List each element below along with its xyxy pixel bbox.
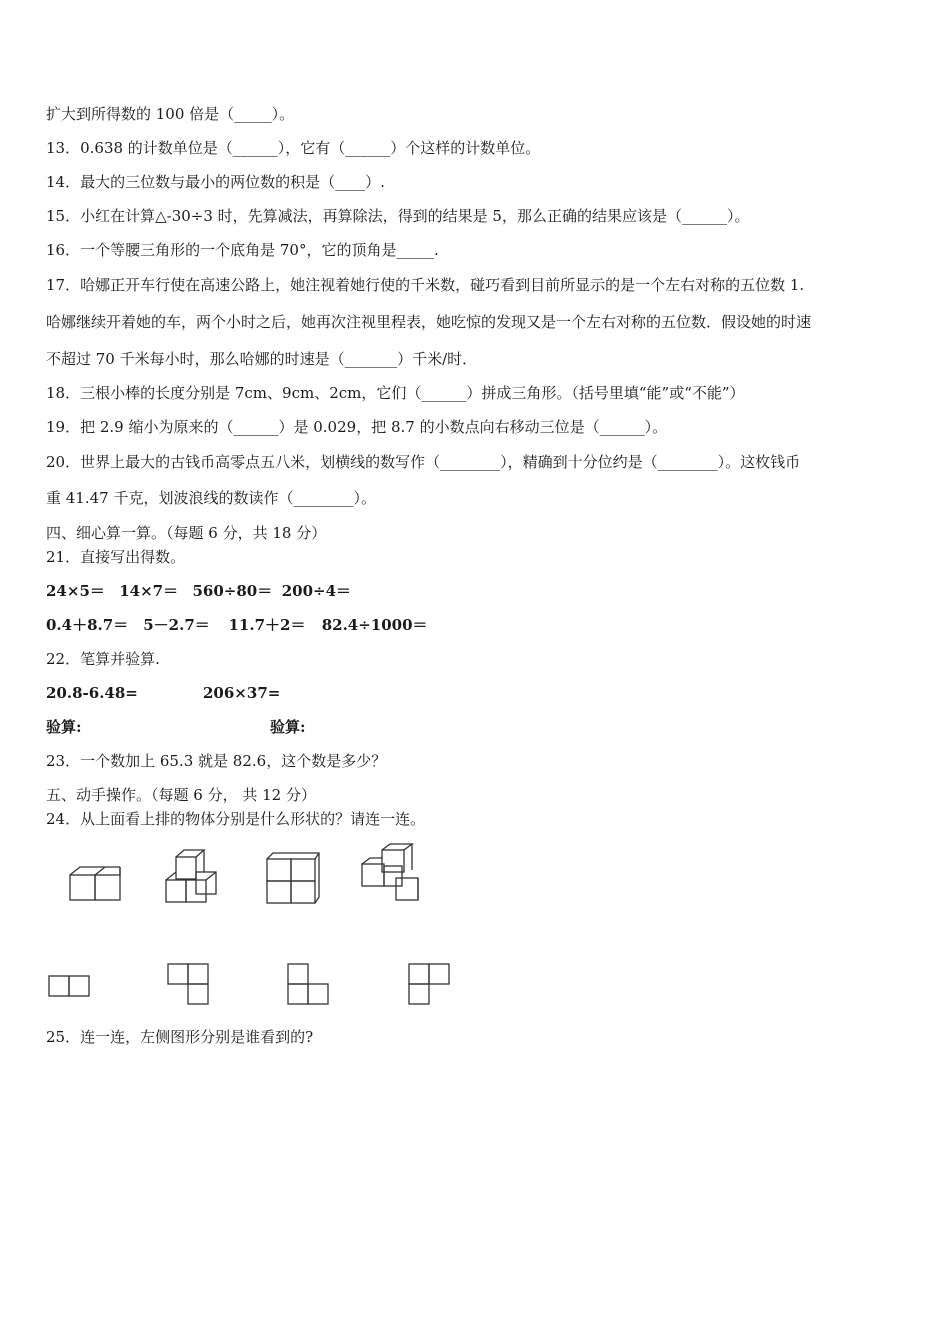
calc-item: 0.4＋8.7＝ <box>46 616 129 634</box>
question-16: 16．一个等腰三角形的一个底角是 70°，它的顶角是_____. <box>46 241 439 259</box>
calc-item: 560÷80＝ <box>192 582 273 600</box>
calc-item: 11.7＋2＝ <box>228 616 306 634</box>
question-24: 24．从上面看上排的物体分别是什么形状的？请连一连。 <box>46 810 426 828</box>
question-15: 15．小红在计算△-30÷3 时，先算减法，再算除法，得到的结果是 5，那么正确的结果应该是（______）。 <box>46 207 750 225</box>
question-20-line-1: 20．世界上最大的古钱币高零点五八米，划横线的数写作（________），精确到十分位约是（________）。这枚钱币 <box>46 453 801 471</box>
check-label-1: 验算: <box>46 718 82 736</box>
question-21: 21．直接写出得数。 <box>46 548 186 566</box>
cube-figure-4 <box>360 842 424 908</box>
cube-figure-1 <box>68 860 124 904</box>
question-20-line-2: 重 41.47 千克，划波浪线的数读作（________）。 <box>46 489 376 507</box>
calc-item: 14×7＝ <box>119 582 179 600</box>
question-18: 18．三根小棒的长度分别是 7cm、9cm、2cm，它们（______）拼成三角形。（括号里填“能”或“不能”） <box>46 384 745 402</box>
question-22: 22．笔算并验算. <box>46 650 160 668</box>
question-14: 14．最大的三位数与最小的两位数的积是（____）. <box>46 173 385 191</box>
calc-item: 82.4÷1000＝ <box>321 616 428 634</box>
question-23: 23．一个数加上 65.3 就是 82.6，这个数是多少？ <box>46 752 387 770</box>
question-19: 19．把 2.9 缩小为原来的（______）是 0.029，把 8.7 的小数点向右移动三位是（______）。 <box>46 418 668 436</box>
calc-row-2 <box>46 615 428 635</box>
written-calc-1: 20.8-6.48= <box>46 684 138 702</box>
calc-item: 24×5＝ <box>46 582 105 600</box>
question-25: 25．连一连，左侧图形分别是谁看到的? <box>46 1028 314 1046</box>
question-17-line-3: 不超过 70 千米每小时，那么哈娜的时速是（_______）千米/时． <box>46 350 478 368</box>
calc-item: 5－2.7＝ <box>143 616 210 634</box>
view-figure-4 <box>408 963 452 1007</box>
cube-figure-2 <box>164 847 224 907</box>
check-label-2: 验算: <box>270 718 306 736</box>
view-figure-3 <box>287 963 331 1007</box>
question-17-line-2: 哈娜继续开着她的车，两个小时之后，她再次注视里程表，她吃惊的发现又是一个左右对称的五位数．假设她的时速 <box>46 313 812 331</box>
calc-row-1 <box>46 581 351 601</box>
section-5-heading: 五、动手操作。（每题 6 分， 共 12 分） <box>46 786 316 804</box>
cube-figure-3 <box>265 851 321 905</box>
calc-item: 200÷4＝ <box>281 582 352 600</box>
question-17-line-1: 17．哈娜正开车行使在高速公路上，她注视着她行使的千米数，碰巧看到目前所显示的是一个左右对称的五位数 1. <box>46 276 805 294</box>
question-13: 13．0.638 的计数单位是（______），它有（______）个这样的计数单位。 <box>46 139 541 157</box>
written-calc-2: 206×37= <box>203 684 281 702</box>
view-figure-2 <box>167 963 211 1007</box>
view-figure-1 <box>48 975 92 999</box>
text-line-1: 扩大到所得数的 100 倍是（_____）。 <box>46 105 295 123</box>
section-4-heading: 四、细心算一算。（每题 6 分，共 18 分） <box>46 524 327 542</box>
